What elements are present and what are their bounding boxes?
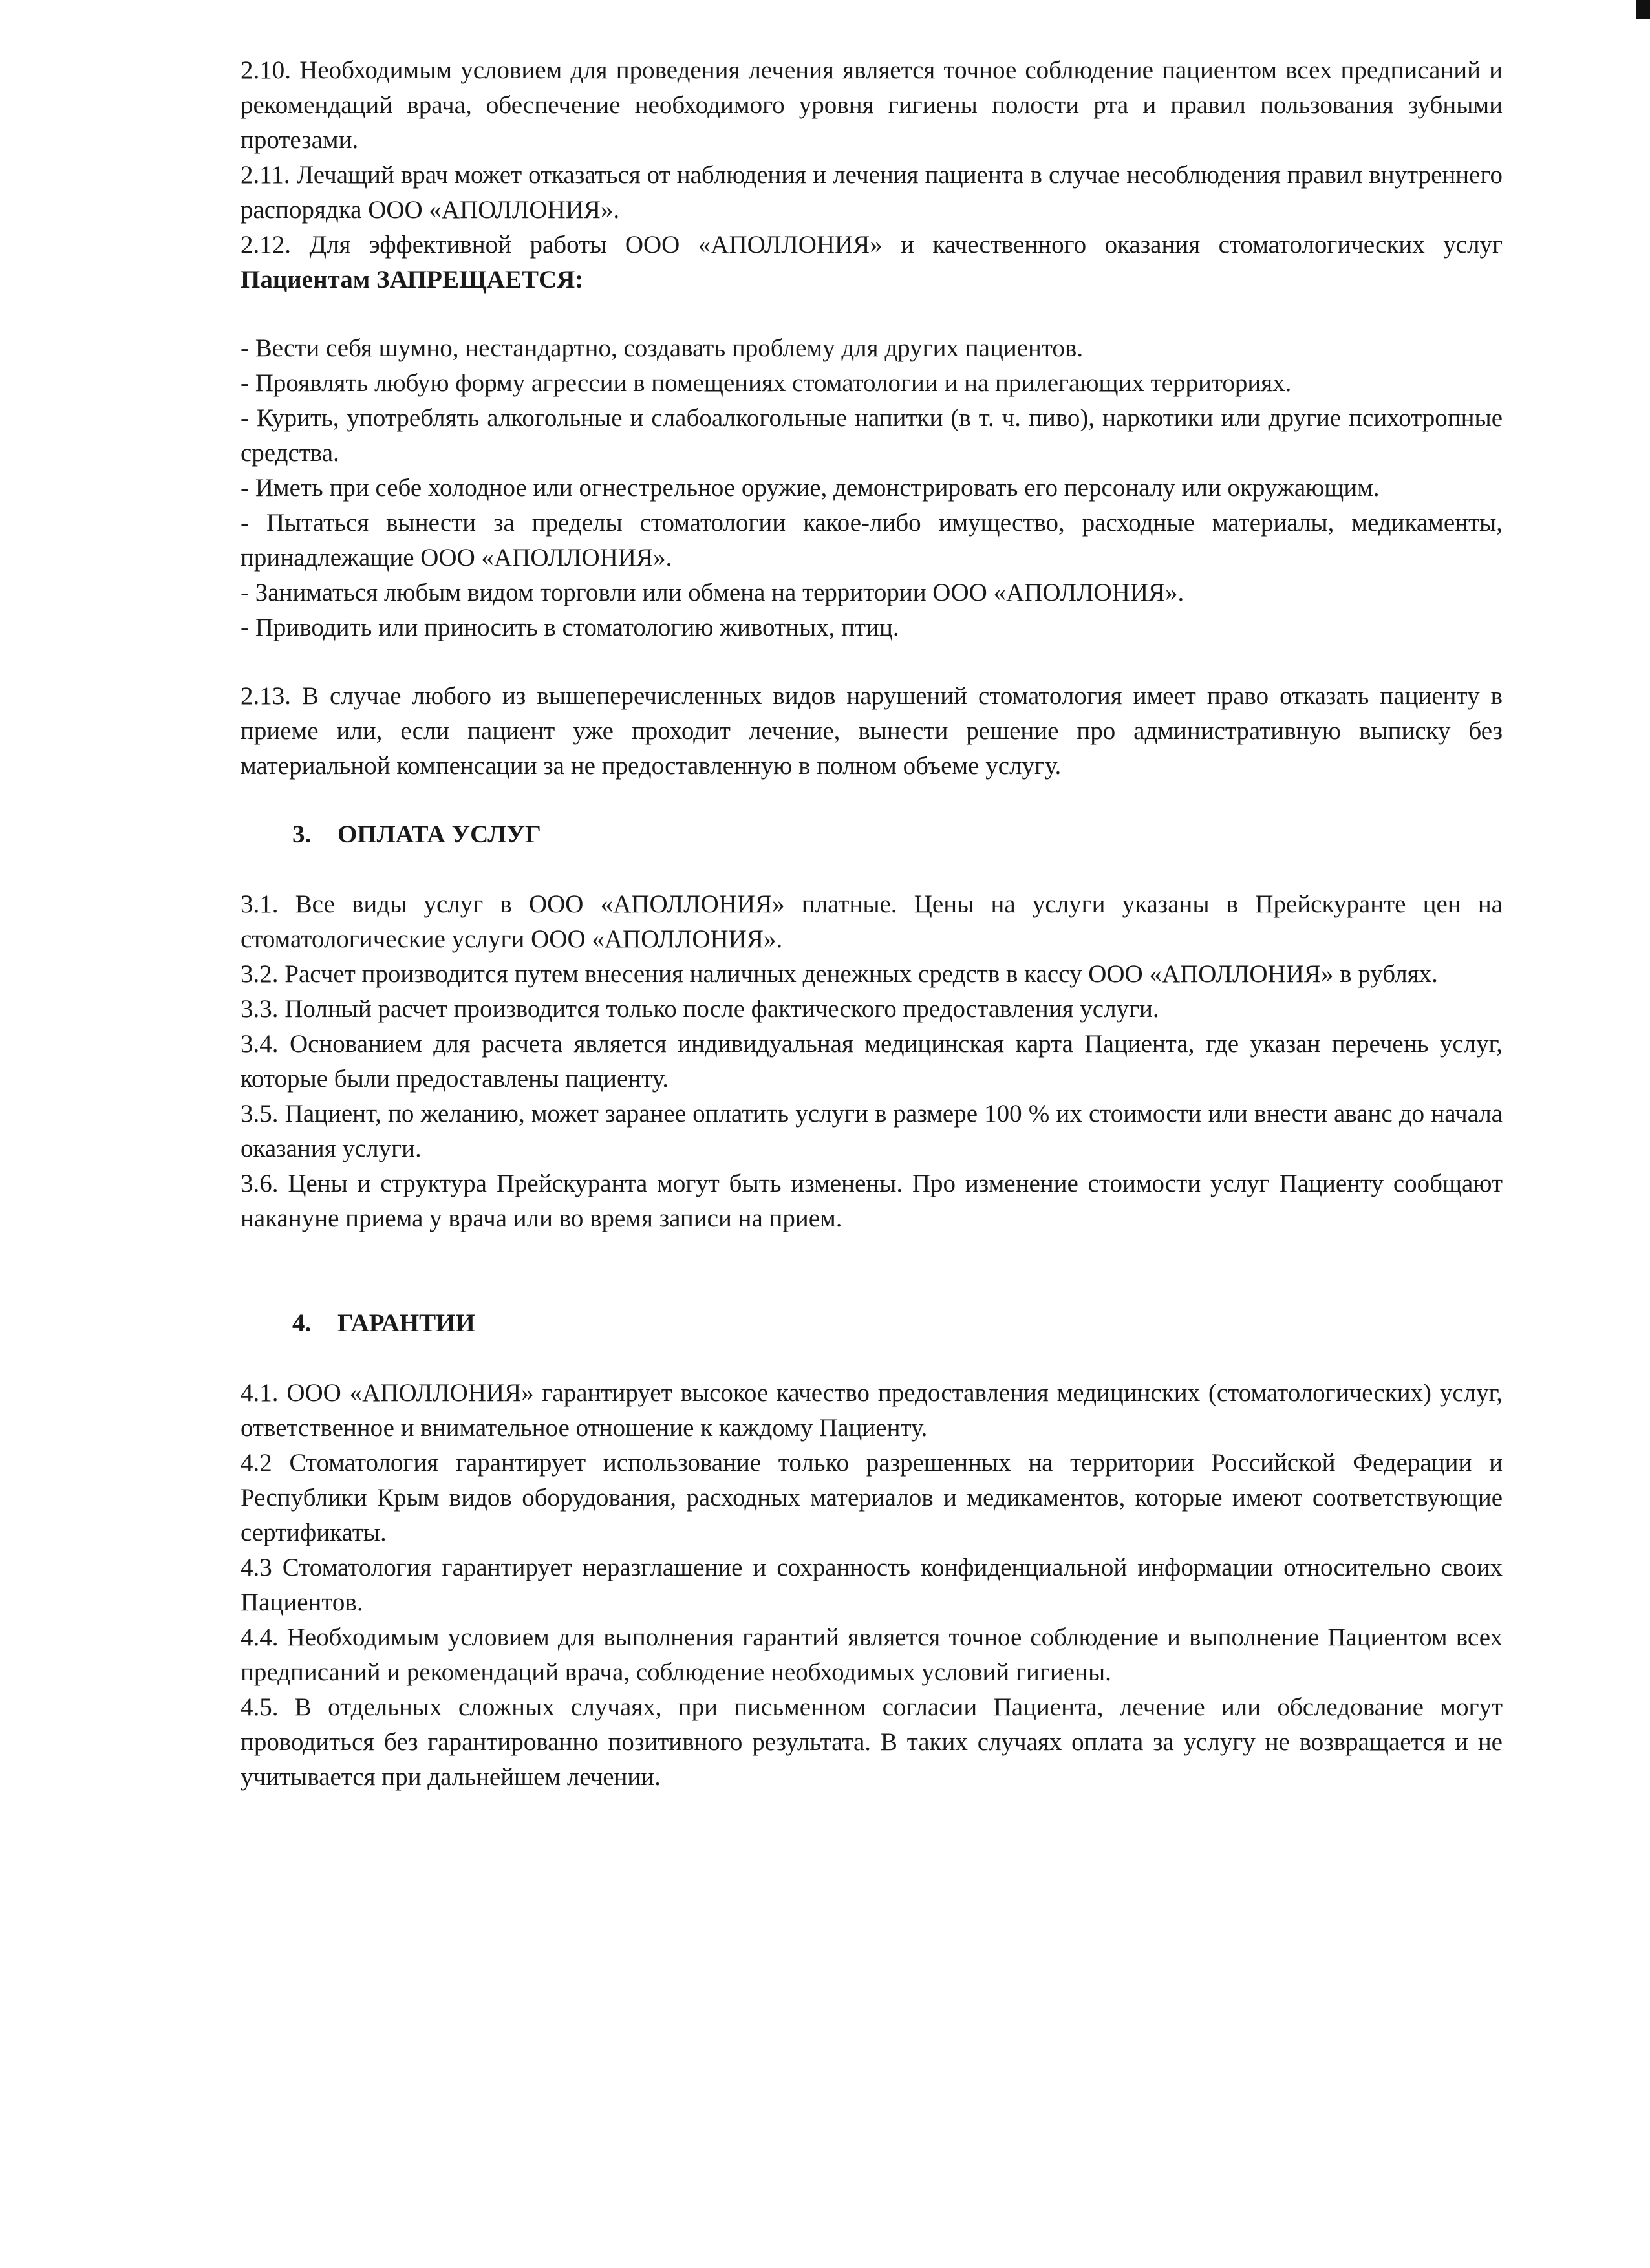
payment-item: 3.4. Основанием для расчета является индивидуальная медицинская карта Пациента, где указан перечень услуг, которые были предоставлены пациенту. [241, 1030, 1503, 1093]
document-page [241, 53, 1503, 1795]
payment-item: 3.6. Цены и структура Прейскуранта могут быть изменены. Про изменение стоимости услуг Пациенту сообщают накануне приема у врача или во время записи на прием. [241, 1170, 1503, 1232]
paragraph-2-11: 2.11. Лечащий врач может отказаться от наблюдения и лечения пациента в случае несоблюдения правил внутреннего распорядка ООО «АПОЛЛОНИЯ». [241, 161, 1503, 224]
section-4-list [241, 1376, 1503, 1795]
paragraph-2-12 [241, 228, 1503, 297]
paragraph-2-10: 2.10. Необходимым условием для проведения лечения является точное соблюдение пациентом всех предписаний и рекомендаций врача, обеспечение необходимого уровня гигиены полости рта и правил пользования зубными протезами. [241, 56, 1503, 154]
prohibition-item: - Иметь при себе холодное или огнестрельное оружие, демонстрировать его персоналу или окружающим. [241, 474, 1380, 502]
paragraph-2-12-text: 2.12. Для эффективной работы ООО «АПОЛЛОНИЯ» и качественного оказания стоматологических услуг [241, 231, 1503, 259]
section-3-list [241, 887, 1503, 1236]
guarantee-item: 4.2 Стоматология гарантирует использование только разрешенных на территории Российской Федерации и Республики Крым видов оборудования, расходных материалов и медикаментов, которые имеют соответствующие сертификаты. [241, 1449, 1503, 1546]
section-4-heading [241, 1306, 1503, 1341]
prohibition-item: - Заниматься любым видом торговли или обмена на территории ООО «АПОЛЛОНИЯ». [241, 579, 1184, 606]
section-4-title: ГАРАНТИИ [338, 1309, 475, 1337]
spacer [241, 297, 1503, 331]
payment-item: 3.5. Пациент, по желанию, может заранее оплатить услуги в размере 100 % их стоимости или внести аванс до начала оказания услуги. [241, 1100, 1503, 1162]
paragraph-2-13: 2.13. В случае любого из вышеперечисленных видов нарушений стоматология имеет право отказать пациенту в приеме или, если пациент уже проходит лечение, вынести решение про административную выписку без материальной компенсации за не предоставленную в полном объеме услугу. [241, 682, 1503, 780]
spacer [241, 784, 1503, 817]
payment-item: 3.2. Расчет производится путем внесения наличных денежных средств в кассу ООО «АПОЛЛОНИЯ» в рублях. [241, 960, 1438, 988]
prohibition-item: - Пытаться вынести за пределы стоматологии какое-либо имущество, расходные материалы, медикаменты, принадлежащие ООО «АПОЛЛОНИЯ». [241, 509, 1503, 572]
section-4-number: 4. [292, 1309, 312, 1337]
prohibited-heading: Пациентам ЗАПРЕЩАЕТСЯ: [241, 266, 584, 294]
guarantee-item: 4.3 Стоматология гарантирует неразглашение и сохранность конфиденциальной информации относительно своих Пациентов. [241, 1554, 1503, 1616]
prohibition-item: - Курить, употреблять алкогольные и слабоалкогольные напитки (в т. ч. пиво), наркотики или другие психотропные средства. [241, 404, 1503, 467]
spacer [241, 1236, 1503, 1306]
guarantee-item: 4.4. Необходимым условием для выполнения гарантий является точное соблюдение и выполнение Пациентом всех предписаний и рекомендаций врача, соблюдение необходимых условий гигиены. [241, 1623, 1503, 1686]
prohibition-item: - Вести себя шумно, нестандартно, создавать проблему для других пациентов. [241, 334, 1084, 362]
payment-item: 3.3. Полный расчет производится только после фактического предоставления услуги. [241, 995, 1159, 1023]
guarantee-item: 4.5. В отдельных сложных случаях, при письменном согласии Пациента, лечение или обследование могут проводиться без гарантированно позитивного результата. В таких случаях оплата за услугу не возвращается и не учитывается при дальнейшем лечении. [241, 1693, 1503, 1791]
prohibition-item: - Проявлять любую форму агрессии в помещениях стоматологии и на прилегающих территориях. [241, 369, 1292, 397]
spacer [241, 852, 1503, 887]
prohibitions-list [241, 331, 1503, 645]
spacer [241, 1341, 1503, 1376]
prohibition-item: - Приводить или приносить в стоматологию животных, птиц. [241, 614, 899, 641]
section-3-number: 3. [292, 820, 312, 848]
section-3-heading [241, 817, 1503, 852]
scan-edge-mark [1636, 0, 1650, 19]
guarantee-item: 4.1. ООО «АПОЛЛОНИЯ» гарантирует высокое качество предоставления медицинских (стоматологических) услуг, ответственное и внимательное отношение к каждому Пациенту. [241, 1379, 1503, 1442]
spacer [241, 645, 1503, 679]
section-3-title: ОПЛАТА УСЛУГ [338, 820, 541, 848]
payment-item: 3.1. Все виды услуг в ООО «АПОЛЛОНИЯ» платные. Цены на услуги указаны в Прейскуранте цен на стоматологические услуги ООО «АПОЛЛОНИЯ». [241, 890, 1503, 953]
